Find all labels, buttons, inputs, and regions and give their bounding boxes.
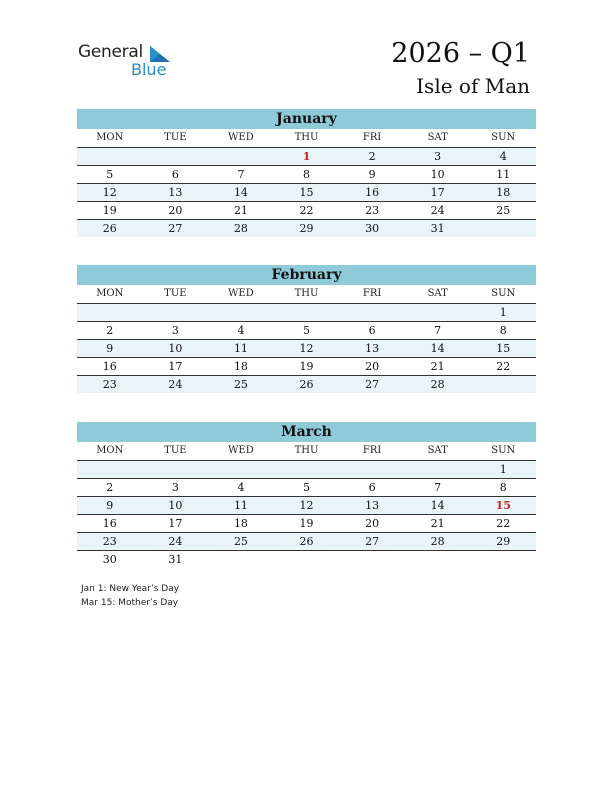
day-cell: 15 — [299, 186, 314, 199]
day-cell: 22 — [496, 517, 511, 530]
day-cell: 2 — [106, 481, 114, 494]
day-cell: 6 — [171, 168, 179, 181]
day-cell — [274, 551, 340, 568]
day-cell: 3 — [171, 481, 179, 494]
weekday-label: WED — [228, 132, 254, 143]
day-cell: 22 — [496, 360, 511, 373]
day-cell: 9 — [106, 342, 114, 355]
day-cell — [143, 304, 209, 321]
day-cell: 26 — [102, 222, 117, 235]
week-row — [77, 479, 536, 497]
weekday-label: SUN — [491, 445, 516, 456]
day-cell: 24 — [168, 378, 183, 391]
week-row — [77, 551, 536, 568]
day-cell — [143, 148, 209, 165]
day-cell: 24 — [168, 535, 183, 548]
month-march — [77, 422, 536, 568]
day-cell — [405, 461, 471, 478]
day-cell: 31 — [168, 553, 183, 566]
day-cell — [470, 376, 536, 393]
week-row — [77, 202, 536, 220]
day-cell: 11 — [233, 499, 248, 512]
day-cell — [77, 461, 143, 478]
holiday-day-cell: 15 — [495, 499, 511, 512]
day-cell: 25 — [233, 535, 248, 548]
weekday-label: MON — [96, 445, 124, 456]
weekday-label: THU — [294, 288, 319, 299]
week-row — [77, 461, 536, 479]
week-row — [77, 148, 536, 166]
day-cell: 26 — [299, 378, 314, 391]
weekday-label: TUE — [164, 132, 187, 143]
day-cell: 30 — [365, 222, 380, 235]
day-cell: 5 — [303, 481, 311, 494]
day-cell — [470, 220, 536, 237]
day-cell: 16 — [365, 186, 380, 199]
day-cell: 17 — [168, 517, 183, 530]
page-title: 2026 – Q1 — [391, 38, 530, 69]
day-cell: 12 — [102, 186, 117, 199]
day-cell — [77, 148, 143, 165]
holiday-notes — [81, 582, 179, 610]
month-title: January — [77, 109, 536, 129]
day-cell: 16 — [102, 517, 117, 530]
day-cell: 11 — [233, 342, 248, 355]
day-cell: 4 — [237, 324, 245, 337]
day-cell: 28 — [430, 535, 445, 548]
weekday-label: SUN — [491, 288, 516, 299]
weekday-header-row — [77, 442, 536, 461]
day-cell: 8 — [499, 481, 507, 494]
day-cell: 7 — [434, 481, 442, 494]
day-cell: 13 — [365, 342, 380, 355]
day-cell: 26 — [299, 535, 314, 548]
day-cell: 1 — [499, 463, 507, 476]
day-cell — [470, 551, 536, 568]
day-cell: 18 — [233, 360, 248, 373]
day-cell: 20 — [365, 517, 380, 530]
day-cell: 23 — [102, 535, 117, 548]
day-cell: 14 — [430, 499, 445, 512]
country-name: Isle of Man — [416, 74, 530, 98]
day-cell: 7 — [434, 324, 442, 337]
day-cell — [208, 304, 274, 321]
week-row — [77, 376, 536, 393]
weekday-label: TUE — [164, 288, 187, 299]
weekday-label: MON — [96, 288, 124, 299]
month-january — [77, 109, 536, 237]
day-cell: 19 — [299, 517, 314, 530]
logo-text-general: General — [78, 42, 143, 62]
weekday-label: SUN — [491, 132, 516, 143]
day-cell: 29 — [496, 535, 511, 548]
weekday-label: TUE — [164, 445, 187, 456]
logo-text-blue: Blue — [131, 60, 167, 79]
weekday-label: FRI — [362, 132, 382, 143]
day-cell: 18 — [496, 186, 511, 199]
day-cell: 2 — [106, 324, 114, 337]
day-cell: 17 — [430, 186, 445, 199]
day-cell: 4 — [237, 481, 245, 494]
week-row — [77, 515, 536, 533]
day-cell — [208, 551, 274, 568]
day-cell: 27 — [365, 378, 380, 391]
day-cell: 13 — [365, 499, 380, 512]
weekday-header-row — [77, 285, 536, 304]
day-cell: 12 — [299, 499, 314, 512]
day-cell: 17 — [168, 360, 183, 373]
day-cell: 6 — [368, 324, 376, 337]
day-cell: 10 — [168, 499, 183, 512]
day-cell — [339, 461, 405, 478]
day-cell: 27 — [365, 535, 380, 548]
day-cell — [405, 551, 471, 568]
day-cell — [339, 304, 405, 321]
day-cell: 10 — [168, 342, 183, 355]
day-cell — [208, 461, 274, 478]
day-cell: 5 — [303, 324, 311, 337]
weekday-label: WED — [228, 445, 254, 456]
day-cell — [143, 461, 209, 478]
weekday-header-row — [77, 129, 536, 148]
day-cell — [405, 304, 471, 321]
week-row — [77, 358, 536, 376]
day-cell: 29 — [299, 222, 314, 235]
day-cell: 25 — [233, 378, 248, 391]
month-title: February — [77, 265, 536, 285]
day-cell: 21 — [430, 360, 445, 373]
weekday-label: THU — [294, 445, 319, 456]
holiday-note: Mar 15: Mother’s Day — [81, 598, 179, 608]
day-cell: 19 — [299, 360, 314, 373]
day-cell: 3 — [434, 150, 442, 163]
weekday-label: THU — [294, 132, 319, 143]
weekday-label: FRI — [362, 445, 382, 456]
week-row — [77, 322, 536, 340]
day-cell: 8 — [303, 168, 311, 181]
day-cell: 10 — [430, 168, 445, 181]
week-row — [77, 166, 536, 184]
day-cell: 15 — [496, 342, 511, 355]
day-cell: 21 — [233, 204, 248, 217]
week-row — [77, 497, 536, 515]
day-cell: 1 — [499, 306, 507, 319]
generalblue-logo — [78, 40, 198, 80]
day-cell: 3 — [171, 324, 179, 337]
day-cell: 4 — [499, 150, 507, 163]
day-cell: 20 — [168, 204, 183, 217]
day-cell: 6 — [368, 481, 376, 494]
day-cell: 28 — [233, 222, 248, 235]
day-cell: 14 — [233, 186, 248, 199]
day-cell: 31 — [430, 222, 445, 235]
weekday-label: SAT — [427, 132, 448, 143]
day-cell: 11 — [496, 168, 511, 181]
day-cell — [274, 461, 340, 478]
day-cell — [208, 148, 274, 165]
day-cell: 25 — [496, 204, 511, 217]
day-cell: 14 — [430, 342, 445, 355]
day-cell: 30 — [102, 553, 117, 566]
day-cell: 23 — [365, 204, 380, 217]
month-february — [77, 265, 536, 393]
week-row — [77, 340, 536, 358]
day-cell: 12 — [299, 342, 314, 355]
day-cell: 21 — [430, 517, 445, 530]
day-cell: 22 — [299, 204, 314, 217]
week-row — [77, 533, 536, 551]
week-row — [77, 220, 536, 237]
day-cell: 28 — [430, 378, 445, 391]
day-cell: 16 — [102, 360, 117, 373]
day-cell: 20 — [365, 360, 380, 373]
day-cell — [274, 304, 340, 321]
week-row — [77, 184, 536, 202]
day-cell: 19 — [102, 204, 117, 217]
day-cell: 9 — [368, 168, 376, 181]
weekday-label: FRI — [362, 288, 382, 299]
weekday-label: SAT — [427, 445, 448, 456]
day-cell: 24 — [430, 204, 445, 217]
day-cell: 23 — [102, 378, 117, 391]
day-cell: 27 — [168, 222, 183, 235]
week-row — [77, 304, 536, 322]
weekday-label: WED — [228, 288, 254, 299]
day-cell — [339, 551, 405, 568]
day-cell: 9 — [106, 499, 114, 512]
day-cell: 18 — [233, 517, 248, 530]
day-cell: 5 — [106, 168, 114, 181]
holiday-day-cell: 1 — [302, 150, 311, 163]
day-cell: 13 — [168, 186, 183, 199]
month-title: March — [77, 422, 536, 442]
day-cell: 7 — [237, 168, 245, 181]
holiday-note: Jan 1: New Year’s Day — [81, 584, 180, 594]
weekday-label: SAT — [427, 288, 448, 299]
weekday-label: MON — [96, 132, 124, 143]
day-cell: 2 — [368, 150, 376, 163]
day-cell — [77, 304, 143, 321]
day-cell: 8 — [499, 324, 507, 337]
